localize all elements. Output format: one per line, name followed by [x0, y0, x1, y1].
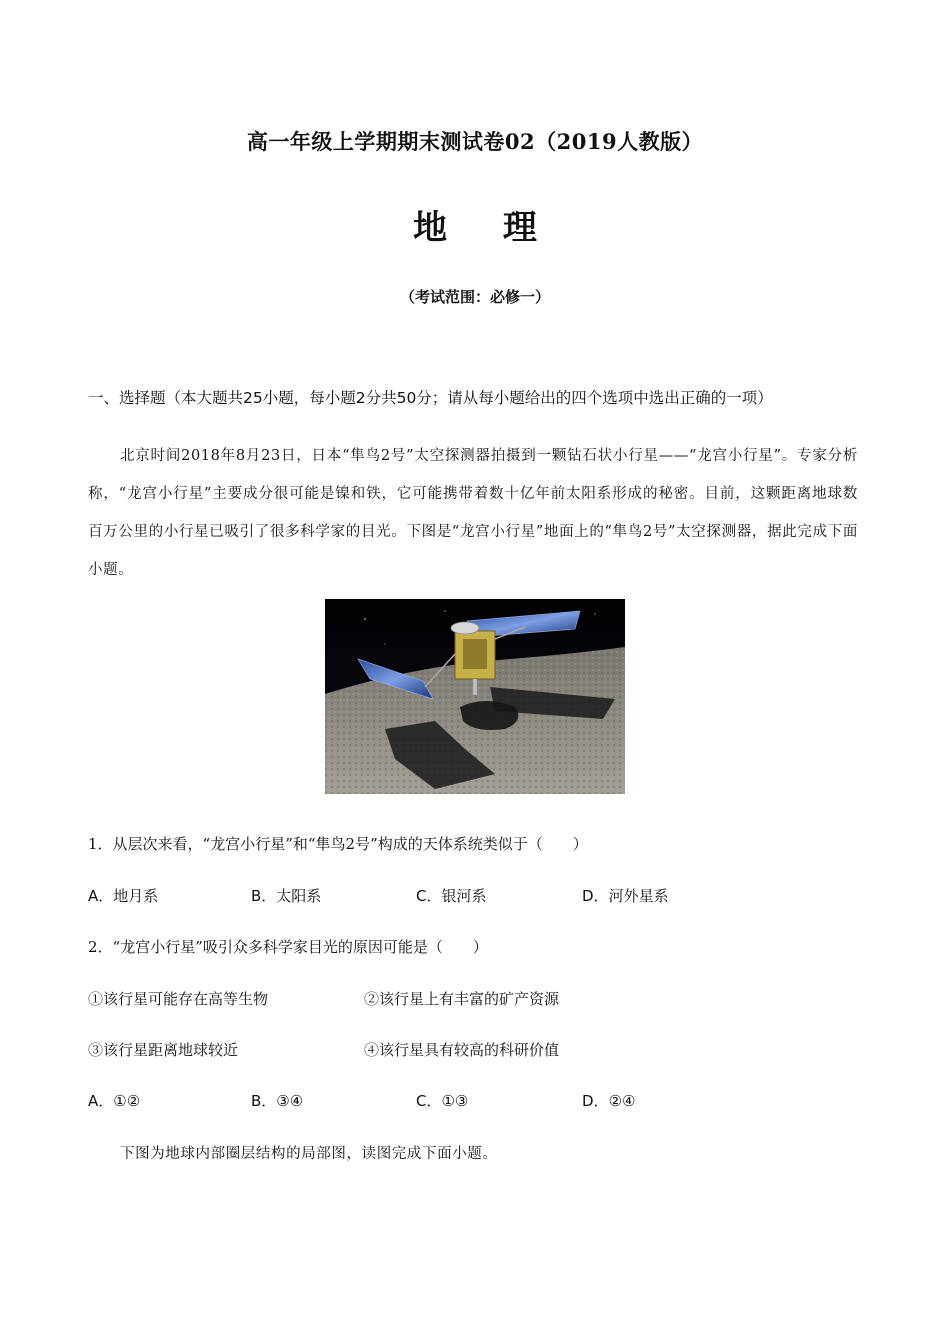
- question-2-option-a[interactable]: A．①②: [88, 1092, 141, 1110]
- hayabusa2-illustration: [325, 599, 625, 794]
- question-2-stem: 2．“龙宫小行星”吸引众多科学家目光的原因可能是（ ）: [88, 938, 488, 956]
- question-1-option-a[interactable]: A．地月系: [88, 887, 159, 905]
- statement-2: ②该行星上有丰富的矿产资源: [364, 990, 560, 1008]
- statement-3: ③该行星距离地球较近: [88, 1041, 239, 1059]
- subject-title: 地 理: [413, 208, 559, 248]
- statement-1: ①该行星可能存在高等生物: [88, 990, 269, 1008]
- question-2-option-c[interactable]: C．①③: [416, 1092, 469, 1110]
- question-2-option-d[interactable]: D．②④: [582, 1092, 636, 1110]
- question-1-option-d[interactable]: D．河外星系: [582, 887, 669, 905]
- passage-asteroid: 北京时间2018年8月23日，日本“隼鸟2号”太空探测器拍摄到一颗钻石状小行星——“龙宫小行星”。专家分析称，“龙宫小行星”主要成分很可能是镍和铁，它可能携带着数十亿年前太阳系形成的秘密。目前，这颗距离地球数百万公里的小行星已吸引了很多科学家的目光。下图是“龙宫小行星”地面上的“隼鸟2号”太空探测器，据此完成下面小题。: [88, 448, 858, 578]
- exam-scope: （考试范围：必修一）: [399, 288, 550, 306]
- question-1-stem: 1．从层次来看，“龙宫小行星”和“隼鸟2号”构成的天体系统类似于（ ）: [88, 835, 588, 853]
- question-2-option-b[interactable]: B．③④: [251, 1092, 304, 1110]
- question-1-option-b[interactable]: B．太阳系: [251, 887, 322, 905]
- exam-title: 高一年级上学期期末测试卷02（2019人教版）: [246, 129, 704, 154]
- question-1-option-c[interactable]: C．银河系: [416, 887, 487, 905]
- passage-earth-interior: 下图为地球内部圈层结构的局部图，读图完成下面小题。: [120, 1146, 498, 1162]
- section-heading: 一、选择题（本大题共25小题，每小题2分共50分；请从每小题给出的四个选项中选出正确的一项）: [88, 389, 773, 407]
- statement-4: ④该行星具有较高的科研价值: [364, 1041, 560, 1059]
